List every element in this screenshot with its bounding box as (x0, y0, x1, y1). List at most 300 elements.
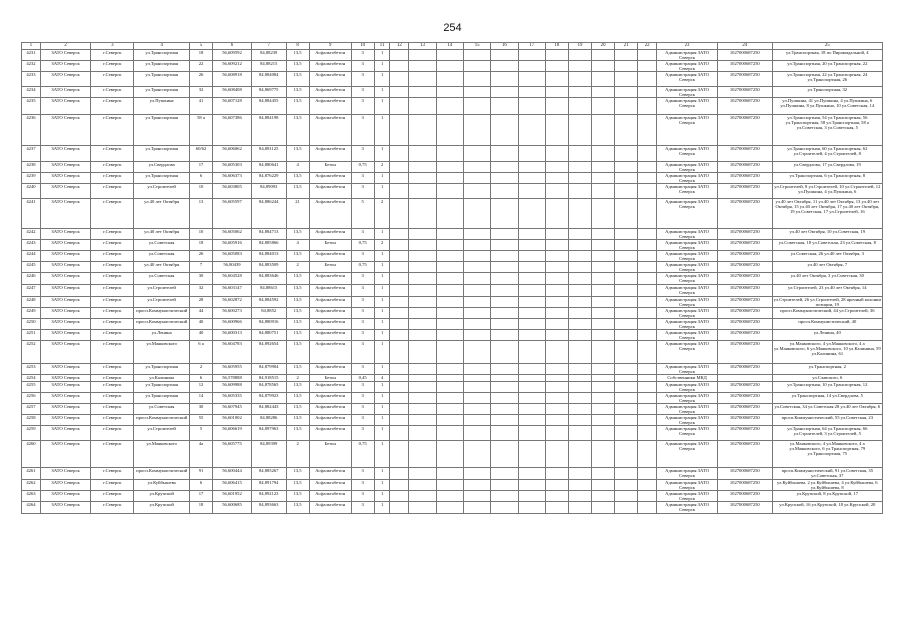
cell-served-addresses: ул.Крупской, 16 ул.Крупской, 18 ул.Крупской, 20 (772, 502, 882, 514)
cell-col-13 (409, 308, 436, 319)
cell-col-16 (491, 502, 518, 514)
cell-col-17 (518, 240, 545, 251)
cell-col-13 (409, 491, 436, 502)
table-row (22, 199, 883, 229)
cell-owner: Администрация ЗАТО Северск (657, 61, 718, 72)
cell-col-16 (491, 382, 518, 393)
header-cell-3: 3 (91, 43, 134, 50)
cell-col-12 (390, 87, 409, 98)
cell-longitude: 84,891794 (251, 480, 286, 491)
table-row (22, 426, 883, 441)
cell-col-21 (615, 415, 638, 426)
cell-col-15 (463, 393, 490, 404)
cell-col-16 (491, 50, 518, 61)
cell-count: 1 (374, 441, 390, 468)
cell-containers: 0,75 (351, 262, 374, 273)
cell-ogrn: 1027000687250 (718, 415, 773, 426)
cell-col-12 (390, 115, 409, 146)
cell-latitude: 56,606062 (213, 146, 252, 162)
cell-owner: Администрация ЗАТО Северск (657, 229, 718, 240)
cell-ogrn: 1027000687250 (718, 319, 773, 330)
cell-surface: Асфальтобетон (309, 364, 351, 375)
cell-owner: Администрация ЗАТО Северск (657, 273, 718, 285)
cell-surface: Асфальтобетон (309, 273, 351, 285)
cell-latitude: 56,604783 (213, 341, 252, 364)
cell-served-addresses: ул.Славского, 6 (772, 375, 882, 382)
cell-surface: Асфальтобетон (309, 173, 351, 184)
header-cell-14: 14 (436, 43, 463, 50)
cell-count: 1 (374, 468, 390, 480)
cell-col-15 (463, 308, 490, 319)
header-cell-12: 12 (390, 43, 409, 50)
cell-row-number: 4233 (22, 72, 41, 87)
table-row (22, 229, 883, 240)
cell-area: 13,5 (286, 480, 309, 491)
cell-row-number: 4245 (22, 262, 41, 273)
cell-surface: Асфальтобетон (309, 72, 351, 87)
cell-col-15 (463, 146, 490, 162)
cell-col-19 (568, 297, 591, 308)
cell-longitude: 84,881125 (251, 146, 286, 162)
cell-containers: 3 (351, 146, 374, 162)
cell-col-16 (491, 98, 518, 115)
cell-house: 18 (189, 50, 212, 61)
cell-col-14 (436, 319, 463, 330)
cell-settlement: г.Северск (91, 426, 134, 441)
cell-col-17 (518, 273, 545, 285)
table-row (22, 162, 883, 173)
cell-col-21 (615, 72, 638, 87)
cell-col-20 (592, 330, 615, 341)
cell-count: 2 (374, 240, 390, 251)
cell-settlement: г.Северск (91, 491, 134, 502)
cell-row-number: 4250 (22, 319, 41, 330)
cell-surface: Асфальтобетон (309, 341, 351, 364)
cell-ogrn: 1027000687250 (718, 240, 773, 251)
cell-col-20 (592, 262, 615, 273)
table-row (22, 491, 883, 502)
cell-longitude: 84,897963 (251, 426, 286, 441)
cell-col-19 (568, 502, 591, 514)
cell-col-12 (390, 480, 409, 491)
cell-col-22 (638, 404, 657, 415)
cell-col-15 (463, 375, 490, 382)
table-row (22, 87, 883, 98)
cell-col-16 (491, 330, 518, 341)
cell-col-21 (615, 50, 638, 61)
cell-col-19 (568, 415, 591, 426)
cell-house: 44 (189, 308, 212, 319)
cell-col-14 (436, 393, 463, 404)
cell-col-15 (463, 61, 490, 72)
cell-col-17 (518, 404, 545, 415)
cell-col-19 (568, 285, 591, 297)
cell-street: ул.Строителей (134, 297, 190, 308)
cell-longitude: 84,88615 (251, 285, 286, 297)
cell-count: 1 (374, 184, 390, 199)
cell-col-18 (545, 72, 568, 87)
table-row (22, 251, 883, 262)
cell-longitude: 84,883646 (251, 273, 286, 285)
cell-municipality: ЗАТО Северск (40, 341, 90, 364)
cell-col-20 (592, 199, 615, 229)
cell-col-15 (463, 502, 490, 514)
cell-col-19 (568, 146, 591, 162)
table-row (22, 98, 883, 115)
cell-settlement: г.Северск (91, 240, 134, 251)
cell-col-13 (409, 173, 436, 184)
cell-col-15 (463, 491, 490, 502)
cell-longitude: 84,88215 (251, 61, 286, 72)
cell-col-19 (568, 308, 591, 319)
cell-count: 1 (374, 330, 390, 341)
cell-area: 13,5 (286, 468, 309, 480)
cell-col-16 (491, 262, 518, 273)
table-row (22, 50, 883, 61)
cell-col-17 (518, 162, 545, 173)
cell-containers: 3 (351, 393, 374, 404)
cell-col-13 (409, 146, 436, 162)
table-row (22, 61, 883, 72)
cell-col-22 (638, 491, 657, 502)
cell-owner: Администрация ЗАТО Северск (657, 404, 718, 415)
cell-row-number: 4243 (22, 240, 41, 251)
cell-col-12 (390, 297, 409, 308)
cell-col-15 (463, 426, 490, 441)
cell-col-13 (409, 115, 436, 146)
cell-col-19 (568, 240, 591, 251)
cell-col-16 (491, 87, 518, 98)
cell-latitude: 56,607128 (213, 98, 252, 115)
cell-area: 13,5 (286, 308, 309, 319)
cell-col-13 (409, 61, 436, 72)
cell-col-20 (592, 468, 615, 480)
cell-surface: Асфальтобетон (309, 319, 351, 330)
cell-settlement: г.Северск (91, 382, 134, 393)
cell-containers: 5 (351, 199, 374, 229)
cell-col-22 (638, 502, 657, 514)
cell-owner: Собственники МКД (657, 375, 718, 382)
cell-containers: 3 (351, 229, 374, 240)
cell-street: ул.Строителей (134, 285, 190, 297)
cell-col-18 (545, 229, 568, 240)
cell-row-number: 4257 (22, 404, 41, 415)
cell-municipality: ЗАТО Северск (40, 364, 90, 375)
cell-house: 6 (189, 480, 212, 491)
cell-col-18 (545, 173, 568, 184)
cell-settlement: г.Северск (91, 364, 134, 375)
cell-col-22 (638, 162, 657, 173)
header-cell-8: 8 (286, 43, 309, 50)
cell-col-17 (518, 251, 545, 262)
cell-house: 58 а (189, 115, 212, 146)
cell-served-addresses: ул.Транспортная, 32 (772, 87, 882, 98)
cell-col-20 (592, 404, 615, 415)
cell-ogrn: 1027000687250 (718, 382, 773, 393)
cell-count: 1 (374, 364, 390, 375)
table-row (22, 308, 883, 319)
cell-col-12 (390, 229, 409, 240)
cell-col-16 (491, 393, 518, 404)
cell-row-number: 4238 (22, 162, 41, 173)
cell-col-13 (409, 273, 436, 285)
cell-col-20 (592, 98, 615, 115)
cell-owner: Администрация ЗАТО Северск (657, 330, 718, 341)
cell-count: 1 (374, 262, 390, 273)
cell-col-22 (638, 50, 657, 61)
cell-col-19 (568, 426, 591, 441)
cell-street: ул.Свердлова (134, 162, 190, 173)
cell-col-21 (615, 364, 638, 375)
cell-containers: 0,75 (351, 240, 374, 251)
cell-latitude: 56,609212 (213, 61, 252, 72)
cell-col-14 (436, 240, 463, 251)
cell-ogrn: 1027000687250 (718, 426, 773, 441)
table-row (22, 393, 883, 404)
cell-col-22 (638, 480, 657, 491)
cell-served-addresses: ул.Советская, 26 ул.40 лет Октября, 3 (772, 251, 882, 262)
header-cell-1: 1 (22, 43, 41, 50)
header-cell-5: 5 (189, 43, 212, 50)
cell-latitude: 56,600685 (213, 502, 252, 514)
cell-col-13 (409, 468, 436, 480)
cell-area: 13,5 (286, 98, 309, 115)
cell-col-18 (545, 441, 568, 468)
cell-area: 13,5 (286, 184, 309, 199)
cell-col-19 (568, 229, 591, 240)
cell-col-16 (491, 308, 518, 319)
cell-owner: Администрация ЗАТО Северск (657, 199, 718, 229)
cell-count: 2 (374, 162, 390, 173)
cell-street: ул.Пушкина (134, 98, 190, 115)
cell-settlement: г.Северск (91, 480, 134, 491)
cell-col-20 (592, 319, 615, 330)
cell-col-18 (545, 240, 568, 251)
cell-surface: Асфальтобетон (309, 50, 351, 61)
cell-col-19 (568, 341, 591, 364)
cell-served-addresses: ул.Транспортная, 10 ул.Транспортная, 12 (772, 382, 882, 393)
cell-col-22 (638, 364, 657, 375)
cell-col-17 (518, 173, 545, 184)
cell-col-19 (568, 319, 591, 330)
cell-col-19 (568, 382, 591, 393)
cell-longitude: 84,884198 (251, 115, 286, 146)
cell-col-18 (545, 480, 568, 491)
cell-municipality: ЗАТО Северск (40, 426, 90, 441)
cell-col-21 (615, 308, 638, 319)
cell-col-14 (436, 184, 463, 199)
cell-col-20 (592, 115, 615, 146)
cell-col-16 (491, 173, 518, 184)
cell-longitude: 84,880916 (251, 319, 286, 330)
cell-settlement: г.Северск (91, 375, 134, 382)
cell-col-16 (491, 297, 518, 308)
cell-col-13 (409, 375, 436, 382)
cell-municipality: ЗАТО Северск (40, 330, 90, 341)
cell-latitude: 56,601002 (213, 415, 252, 426)
cell-served-addresses: ул.Советская, 34 ул.Советская 28 ул.40 лет Октября, 6 (772, 404, 882, 415)
cell-row-number: 4251 (22, 330, 41, 341)
cell-col-17 (518, 285, 545, 297)
cell-latitude: 56,607945 (213, 404, 252, 415)
cell-surface: Асфальтобетон (309, 415, 351, 426)
cell-municipality: ЗАТО Северск (40, 393, 90, 404)
cell-col-18 (545, 297, 568, 308)
cell-street: ул.Крупской (134, 491, 190, 502)
cell-latitude: 56,605062 (213, 229, 252, 240)
cell-col-19 (568, 162, 591, 173)
cell-settlement: г.Северск (91, 50, 134, 61)
cell-col-19 (568, 173, 591, 184)
cell-col-16 (491, 184, 518, 199)
cell-street: ул.Транспортная (134, 393, 190, 404)
cell-served-addresses: ул.Транспортная, 6 ул.Транспортная, 8 (772, 173, 882, 184)
cell-row-number: 4236 (22, 115, 41, 146)
cell-col-17 (518, 61, 545, 72)
cell-owner: Администрация ЗАТО Северск (657, 426, 718, 441)
cell-house: 40 (189, 319, 212, 330)
cell-col-12 (390, 184, 409, 199)
cell-count: 1 (374, 173, 390, 184)
cell-ogrn: 1027000687250 (718, 184, 773, 199)
cell-municipality: ЗАТО Северск (40, 162, 90, 173)
cell-col-14 (436, 297, 463, 308)
cell-longitude: 84,878565 (251, 382, 286, 393)
cell-row-number: 4248 (22, 297, 41, 308)
cell-served-addresses: ул.Крупской, 8 ул.Крупской, 17 (772, 491, 882, 502)
cell-col-18 (545, 468, 568, 480)
cell-col-16 (491, 404, 518, 415)
cell-row-number: 4259 (22, 426, 41, 441)
cell-col-22 (638, 297, 657, 308)
cell-ogrn: 1027000687250 (718, 87, 773, 98)
cell-col-12 (390, 262, 409, 273)
cell-settlement: г.Северск (91, 251, 134, 262)
cell-count: 1 (374, 393, 390, 404)
cell-ogrn: 1027000687250 (718, 98, 773, 115)
cell-col-19 (568, 330, 591, 341)
cell-containers: 3 (351, 404, 374, 415)
cell-latitude: 56,608408 (213, 87, 252, 98)
cell-col-15 (463, 297, 490, 308)
cell-municipality: ЗАТО Северск (40, 61, 90, 72)
cell-street: просп.Коммунистический (134, 319, 190, 330)
cell-col-21 (615, 184, 638, 199)
cell-col-13 (409, 50, 436, 61)
cell-col-15 (463, 98, 490, 115)
cell-col-22 (638, 308, 657, 319)
cell-col-18 (545, 319, 568, 330)
cell-containers: 3 (351, 502, 374, 514)
cell-col-21 (615, 426, 638, 441)
cell-settlement: г.Северск (91, 297, 134, 308)
cell-longitude: 84,880641 (251, 162, 286, 173)
cell-latitude: 56,605775 (213, 441, 252, 468)
cell-house: 55 (189, 415, 212, 426)
cell-settlement: г.Северск (91, 404, 134, 415)
cell-ogrn: 1027000687250 (718, 297, 773, 308)
cell-longitude: 84,884013 (251, 251, 286, 262)
cell-col-19 (568, 468, 591, 480)
cell-containers: 3 (351, 50, 374, 61)
cell-col-17 (518, 382, 545, 393)
cell-street: ул.Советская (134, 273, 190, 285)
cell-municipality: ЗАТО Северск (40, 480, 90, 491)
cell-col-15 (463, 262, 490, 273)
cell-containers: 0,75 (351, 441, 374, 468)
cell-surface: Бетон (309, 441, 351, 468)
cell-col-17 (518, 50, 545, 61)
cell-area: 13,5 (286, 364, 309, 375)
cell-col-14 (436, 262, 463, 273)
cell-col-18 (545, 491, 568, 502)
cell-row-number: 4232 (22, 61, 41, 72)
cell-col-20 (592, 50, 615, 61)
cell-served-addresses: ул.Маяковского, 4 ул.Маяковского, 4 а ул.Маяковского, 6 ул.Маяковского, 10 ул.Калинина, 59 ул.Калинина, 61 (772, 341, 882, 364)
cell-col-12 (390, 285, 409, 297)
cell-area: 13,5 (286, 341, 309, 364)
cell-street: ул.Транспортная (134, 382, 190, 393)
cell-surface: Асфальтобетон (309, 330, 351, 341)
cell-street: ул.Советская (134, 404, 190, 415)
header-cell-24: 24 (718, 43, 773, 50)
header-row (22, 43, 883, 50)
cell-col-15 (463, 173, 490, 184)
cell-count: 1 (374, 87, 390, 98)
cell-owner: Администрация ЗАТО Северск (657, 297, 718, 308)
cell-col-18 (545, 273, 568, 285)
cell-col-15 (463, 441, 490, 468)
cell-col-17 (518, 393, 545, 404)
cell-area: 13,5 (286, 115, 309, 146)
cell-col-14 (436, 502, 463, 514)
cell-owner: Администрация ЗАТО Северск (657, 162, 718, 173)
cell-col-13 (409, 393, 436, 404)
table-row (22, 262, 883, 273)
cell-latitude: 56,600966 (213, 319, 252, 330)
cell-ogrn: 1027000687250 (718, 61, 773, 72)
cell-col-12 (390, 251, 409, 262)
cell-area: 2 (286, 441, 309, 468)
cell-col-12 (390, 319, 409, 330)
table-row (22, 480, 883, 491)
cell-longitude: 84,88286 (251, 415, 286, 426)
cell-house: 14 (189, 393, 212, 404)
cell-col-18 (545, 415, 568, 426)
cell-owner: Администрация ЗАТО Северск (657, 50, 718, 61)
cell-containers: 3 (351, 115, 374, 146)
cell-ogrn: 1027000687250 (718, 50, 773, 61)
cell-street: ул.Советская (134, 240, 190, 251)
cell-col-18 (545, 199, 568, 229)
cell-row-number: 4260 (22, 441, 41, 468)
cell-area: 21 (286, 199, 309, 229)
cell-street: ул.40 лет Октября (134, 229, 190, 240)
table-row (22, 115, 883, 146)
cell-col-20 (592, 251, 615, 262)
cell-municipality: ЗАТО Северск (40, 184, 90, 199)
cell-surface: Асфальтобетон (309, 404, 351, 415)
table-row (22, 184, 883, 199)
cell-col-21 (615, 162, 638, 173)
cell-col-12 (390, 393, 409, 404)
cell-col-13 (409, 98, 436, 115)
cell-ogrn: 1027000687250 (718, 480, 773, 491)
cell-col-20 (592, 61, 615, 72)
cell-containers: 3 (351, 308, 374, 319)
cell-col-15 (463, 50, 490, 61)
cell-col-19 (568, 184, 591, 199)
